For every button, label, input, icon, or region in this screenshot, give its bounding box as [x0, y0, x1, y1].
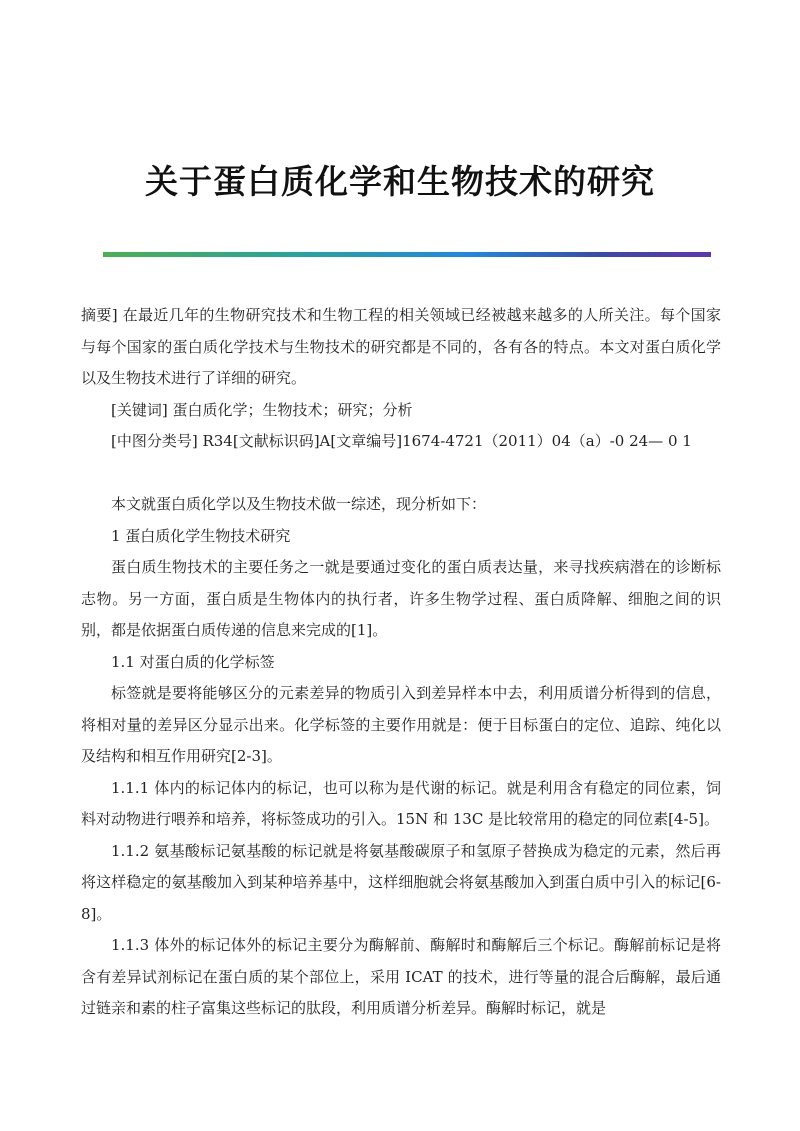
blank-line: [81, 458, 721, 490]
abstract-paragraph: 摘要] 在最近几年的生物研究技术和生物工程的相关领域已经被越来越多的人所关注。每个国家与每个国家的蛋白质化学技术与生物技术的研究都是不同的，各有各的特点。本文对蛋白质化学以及生物技术进行了详细的研究。: [81, 306, 721, 387]
intro-paragraph: 本文就蛋白质化学以及生物技术做一综述，现分析如下：: [111, 495, 487, 513]
subsection-heading: 1.1 对蛋白质的化学标签: [111, 652, 275, 671]
body-paragraph: 1.1.3 体外的标记体外的标记主要分为酶解前、酶解时和酶解后三个标记。酶解前标记是将含有差异试剂标记在蛋白质的某个部位上，采用 ICAT 的技术，进行等量的混合后酶解，最后通过链亲和素的柱子富集这些标记的肽段，利用质谱分析差异。酶解时标记，就是: [81, 936, 721, 1017]
document-body: [81, 300, 721, 1025]
document-title: 关于蛋白质化学和生物技术的研究: [145, 162, 655, 201]
body-paragraph: 1.1.2 氨基酸标记氨基酸的标记就是将氨基酸碳原子和氢原子替换成为稳定的元素，然后再将这样稳定的氨基酸加入到某种培养基中，这样细胞就会将氨基酸加入到蛋白质中引入的标记[6-8]。: [81, 841, 721, 923]
body-paragraph: 1.1.1 体内的标记体内的标记，也可以称为是代谢的标记。就是利用含有稳定的同位素，饲料对动物进行喂养和培养，将标签成功的引入。15N 和 13C 是比较常用的稳定的同位素[4-5]。: [81, 778, 721, 828]
section-heading: 1 蛋白质化学生物技术研究: [111, 526, 291, 545]
keywords-line: [关键词] 蛋白质化学；生物技术；研究；分析: [111, 400, 413, 419]
title-divider: [103, 252, 711, 257]
classification-line: [中图分类号] R34[文献标识码]A[文章编号]1674-4721（2011）04（a）-0 24— 0 1: [111, 432, 692, 450]
body-paragraph: 蛋白质生物技术的主要任务之一就是要通过变化的蛋白质表达量，来寻找疾病潜在的诊断标志物。另一方面，蛋白质是生物体内的执行者，许多生物学过程、蛋白质降解、细胞之间的识别，都是依据蛋白质传递的信息来完成的[1]。: [81, 558, 721, 639]
body-paragraph: 标签就是要将能够区分的元素差异的物质引入到差异样本中去，利用质谱分析得到的信息，将相对量的差异区分显示出来。化学标签的主要作用就是：便于目标蛋白的定位、追踪、纯化以及结构和相互作用研究[2-3]。: [81, 684, 721, 765]
